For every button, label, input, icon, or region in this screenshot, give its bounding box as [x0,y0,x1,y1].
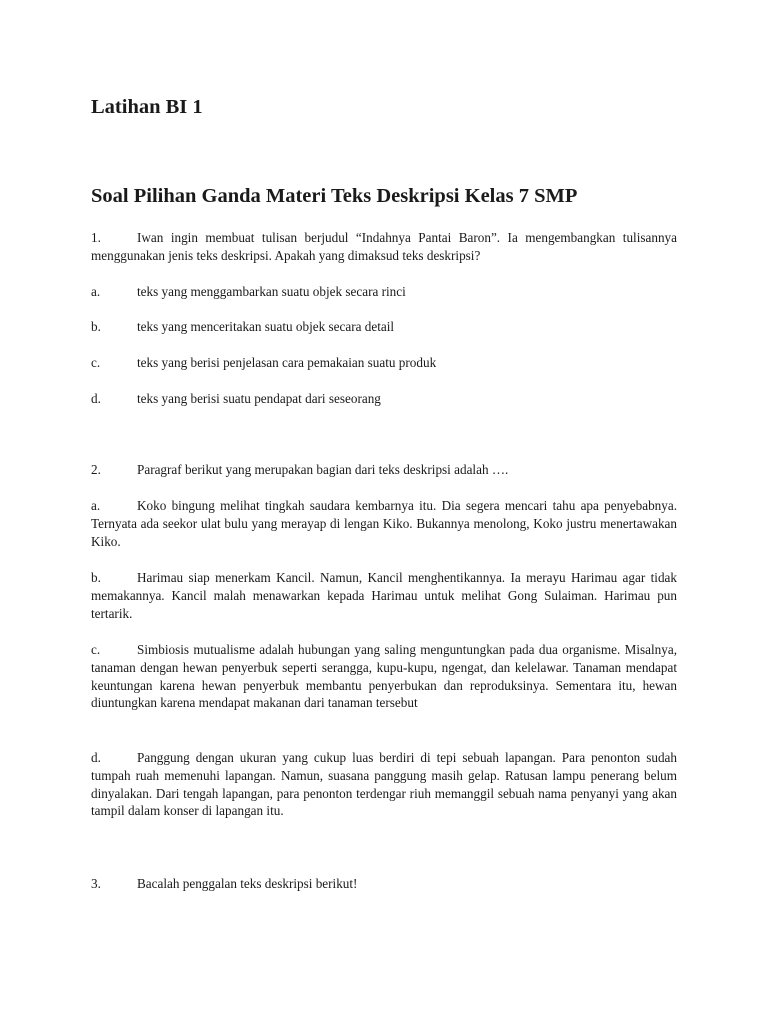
page-title: Latihan BI 1 [91,96,203,118]
option-text: Panggung dengan ukuran yang cukup luas berdiri di tepi sebuah lapangan. Para penonton sudah tumpah ruah memenuhi lapangan. Namun, suasana panggung masih gelap. Ratusan lampu penerang belum dinyalakan. Dari tengah lapangan, para penonton terdengar riuh memanggil sebuah nama penyanyi yang akan tampil dalam konser di lapangan itu. [91,750,677,819]
q2-option-c [91,641,677,712]
option-text: Harimau siap menerkam Kancil. Namun, Kancil menghentikannya. Ia merayu Harimau agar tidak memakannya. Kancil malah menawarkan kepada Harimau untuk melihat Gong Sulaiman. Harimau pun tertarik. [91,570,677,621]
q1-option-d [91,390,677,408]
question-text: Iwan ingin membuat tulisan berjudul “Indahnya Pantai Baron”. Ia mengembangkan tulisannya menggunakan jenis teks deskripsi. Apakah yang dimaksud teks deskripsi? [91,230,677,263]
question-1 [91,229,677,265]
option-letter: b. [91,570,101,585]
question-text: Bacalah penggalan teks deskripsi berikut! [137,876,358,891]
option-letter: d. [91,391,101,406]
q2-option-b [91,569,677,622]
page-subtitle: Soal Pilihan Ganda Materi Teks Deskripsi Kelas 7 SMP [91,185,578,207]
option-letter: a. [91,498,101,513]
question-number: 1. [91,230,101,245]
question-3 [91,875,677,893]
option-letter: b. [91,319,101,334]
question-text: Paragraf berikut yang merupakan bagian dari teks deskripsi adalah …. [137,462,509,477]
option-text: Simbiosis mutualisme adalah hubungan yang saling menguntungkan pada dua organisme. Misalnya, tanaman dengan hewan penyerbuk seperti serangga, kupu-kupu, ngengat, dan kelelawar. Tanaman mendapat keuntungan karena hewan penyerbuk membantu penyerbukan dan reproduksinya. Sementara itu, hewan diuntungkan karena mendapat makanan dari tanaman tersebut [91,642,677,711]
q1-option-c [91,354,677,372]
option-text: Koko bingung melihat tingkah saudara kembarnya itu. Dia segera mencari tahu apa penyebabnya. Ternyata ada seekor ulat bulu yang merayap di lengan Kiko. Bukannya menolong, Koko justru menertawakan Kiko. [91,498,677,549]
question-number: 2. [91,462,101,477]
option-letter: c. [91,355,101,370]
option-text: teks yang berisi penjelasan cara pemakaian suatu produk [137,355,437,370]
q1-option-a [91,283,677,301]
q2-option-a [91,497,677,550]
question-2 [91,461,677,479]
q1-option-b [91,318,677,336]
option-text: teks yang berisi suatu pendapat dari seseorang [137,391,381,406]
option-letter: c. [91,642,101,657]
option-text: teks yang menggambarkan suatu objek secara rinci [137,284,406,299]
option-letter: a. [91,284,101,299]
q2-option-d [91,749,677,820]
option-letter: d. [91,750,101,765]
option-text: teks yang menceritakan suatu objek secara detail [137,319,395,334]
question-number: 3. [91,876,101,891]
